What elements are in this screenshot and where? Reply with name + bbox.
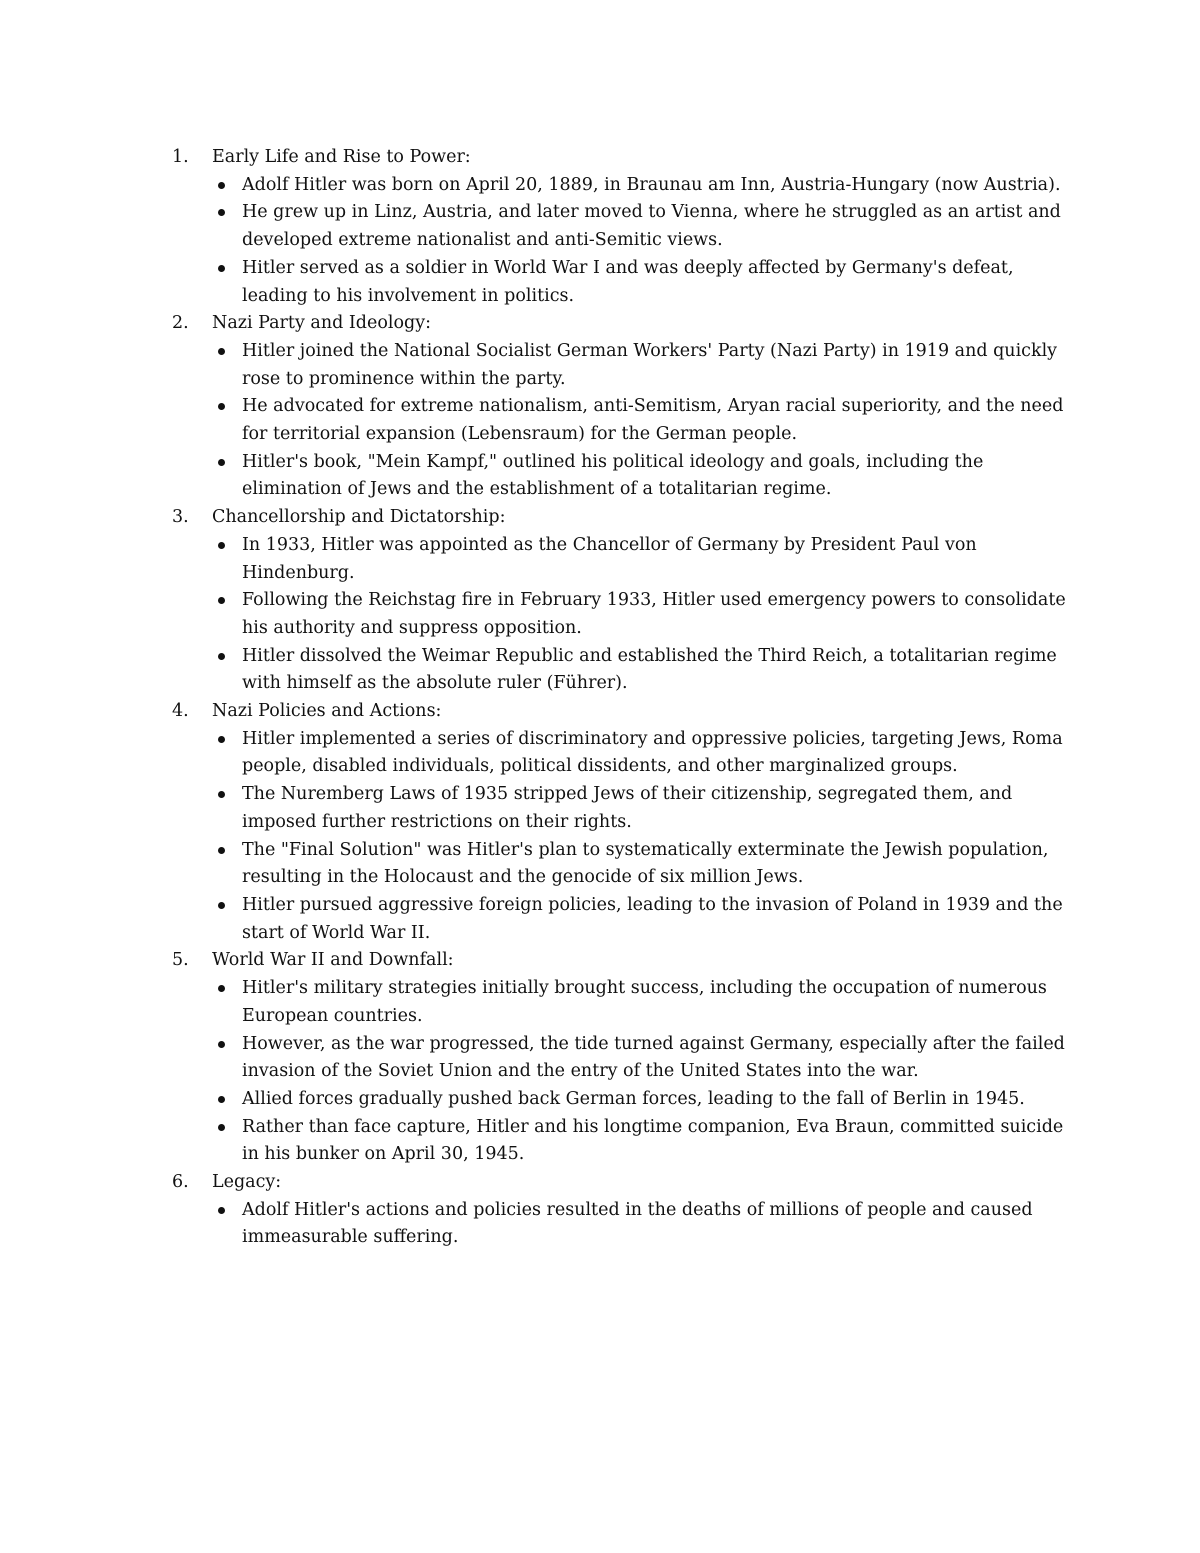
bullet-item: Hitler's book, "Mein Kampf," outlined his political ideology and goals, including the elimination of Jews and the establishment of a totalitarian regime.: [172, 449, 1072, 504]
section-heading: Nazi Party and Ideology:: [212, 313, 431, 334]
section-number: 5.: [172, 950, 189, 971]
section-number: 2.: [172, 313, 189, 334]
bullet-item: Hitler pursued aggressive foreign policies, leading to the invasion of Poland in 1939 and the start of World War II.: [172, 892, 1072, 947]
bullet-item: However, as the war progressed, the tide turned against Germany, especially after the failed invasion of the Soviet Union and the entry of the United States into the war.: [172, 1031, 1072, 1086]
section-number: 1.: [172, 147, 189, 167]
bullet-item: He grew up in Linz, Austria, and later moved to Vienna, where he struggled as an artist and developed extreme nationalist and anti-Semitic views.: [172, 199, 1072, 254]
bullet-item: He advocated for extreme nationalism, anti-Semitism, Aryan racial superiority, and the need for territorial expansion (Lebensraum) for the German people.: [172, 393, 1072, 448]
section-number: 4.: [172, 701, 189, 722]
section-heading: Nazi Policies and Actions:: [212, 701, 442, 722]
numbered-section-list: [172, 144, 1072, 1252]
bullet-list: [212, 172, 1072, 311]
bullet-item: Rather than face capture, Hitler and his longtime companion, Eva Braun, committed suicide in his bunker on April 30, 1945.: [172, 1114, 1072, 1169]
list-section: [172, 698, 1072, 947]
bullet-item: Adolf Hitler was born on April 20, 1889, in Braunau am Inn, Austria-Hungary (now Austria).: [172, 172, 1072, 200]
bullet-item: Hitler served as a soldier in World War I and was deeply affected by Germany's defeat, leading to his involvement in politics.: [172, 255, 1072, 310]
bullet-item: In 1933, Hitler was appointed as the Chancellor of Germany by President Paul von Hindenburg.: [172, 532, 1072, 587]
bullet-list: [212, 532, 1072, 698]
bullet-item: Hitler joined the National Socialist German Workers' Party (Nazi Party) in 1919 and quickly rose to prominence within the party.: [172, 338, 1072, 393]
list-section: [172, 310, 1072, 504]
list-section: [172, 504, 1072, 698]
bullet-item: The Nuremberg Laws of 1935 stripped Jews of their citizenship, segregated them, and imposed further restrictions on their rights.: [172, 781, 1072, 836]
list-section: [172, 144, 1072, 310]
list-section: [172, 1169, 1072, 1252]
section-heading: Legacy:: [212, 1172, 282, 1193]
bullet-item: Adolf Hitler's actions and policies resulted in the deaths of millions of people and caused immeasurable suffering.: [172, 1197, 1072, 1252]
section-number: 3.: [172, 507, 189, 528]
bullet-item: Following the Reichstag fire in February 1933, Hitler used emergency powers to consolidate his authority and suppress opposition.: [172, 587, 1072, 642]
section-heading: World War II and Downfall:: [212, 950, 454, 971]
bullet-item: Hitler's military strategies initially brought success, including the occupation of numerous European countries.: [172, 975, 1072, 1030]
document-body: [172, 144, 1072, 1252]
section-number: 6.: [172, 1172, 189, 1193]
section-heading: Chancellorship and Dictatorship:: [212, 507, 506, 528]
bullet-item: The "Final Solution" was Hitler's plan to systematically exterminate the Jewish population, resulting in the Holocaust and the genocide of six million Jews.: [172, 837, 1072, 892]
bullet-item: Hitler dissolved the Weimar Republic and established the Third Reich, a totalitarian regime with himself as the absolute ruler (Führer).: [172, 643, 1072, 698]
bullet-item: Hitler implemented a series of discriminatory and oppressive policies, targeting Jews, Roma people, disabled individuals, political dissidents, and other marginalized groups.: [172, 726, 1072, 781]
bullet-list: [212, 1197, 1072, 1252]
bullet-item: Allied forces gradually pushed back German forces, leading to the fall of Berlin in 1945.: [172, 1086, 1072, 1114]
bullet-list: [212, 975, 1072, 1169]
list-section: [172, 947, 1072, 1169]
section-heading: Early Life and Rise to Power:: [212, 147, 471, 167]
bullet-list: [212, 338, 1072, 504]
bullet-list: [212, 726, 1072, 948]
